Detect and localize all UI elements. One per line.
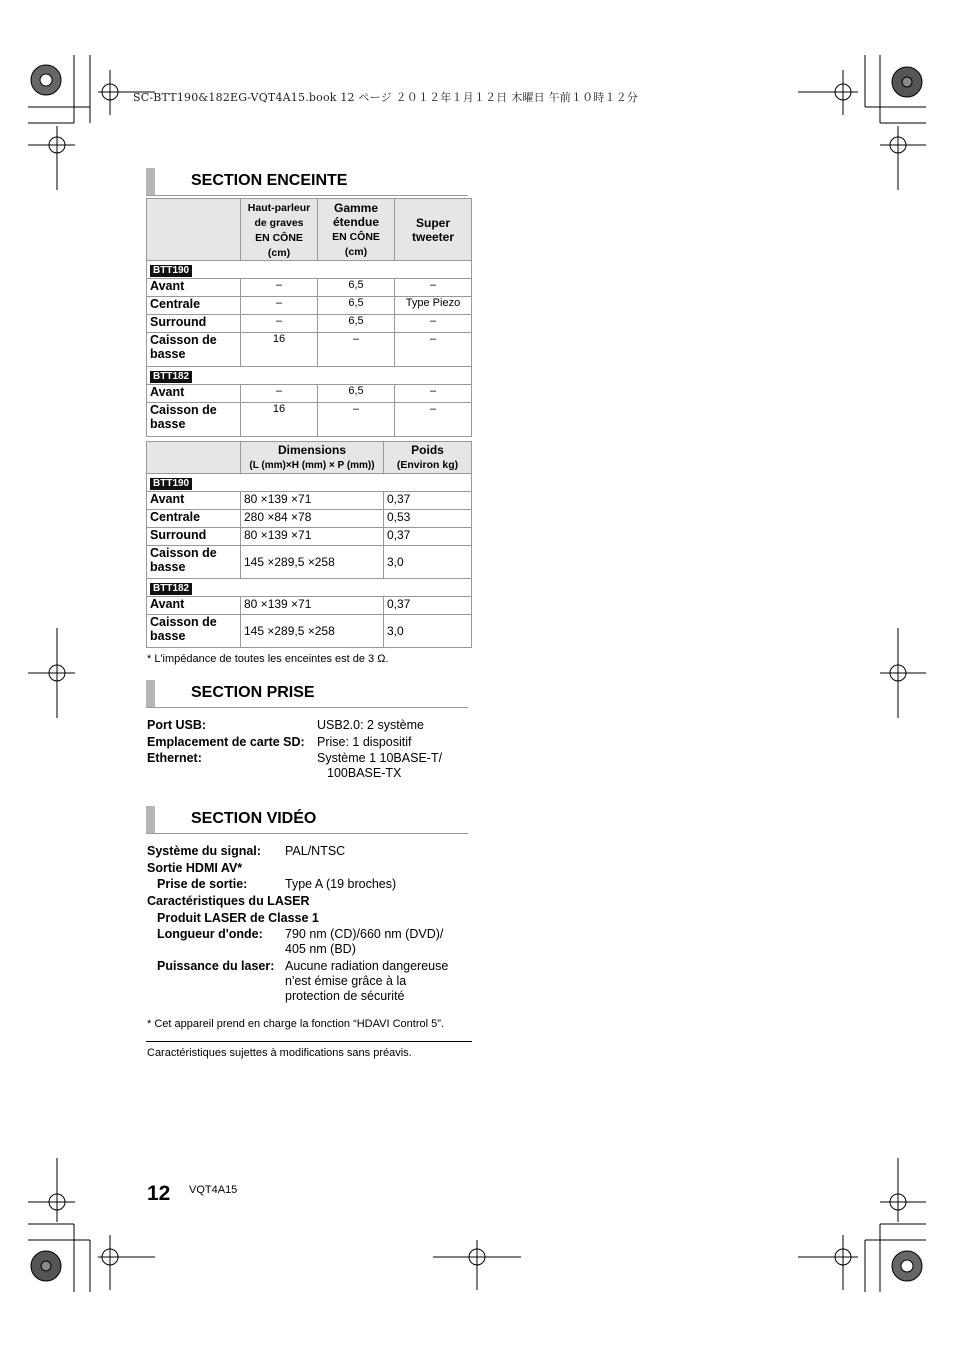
model-badge: BTT182 — [150, 371, 192, 383]
speaker-table: Haut-parleur de graves EN CÔNE (cm) Gamme étendue EN CÔNE (cm) Super tweeter BTT190 Avant – 6,5 – Centrale – 6,5 Type Piezo Surround – 6,5 – Caisson de basse 16 – – BTT182 Avant – 6,5 – Caisson de basse 16 – – — [146, 198, 472, 437]
section-video-title: SECTION VIDÉO — [146, 806, 468, 834]
video-specs: Système du signal: PAL/NTSC Sortie HDMI AV* Prise de sortie: Type A (19 broches) Caractéristiques du LASER Produit LASER de Classe 1 Longueur d'onde: 790 nm (CD)/660 nm (DVD)/ 405 nm (BD) Puissance du laser: Aucune radiation dangereuse n'est émise grâce à la protection de sécurité — [147, 844, 449, 1003]
section-prise-title: SECTION PRISE — [146, 680, 468, 708]
impedance-note: * L'impédance de toutes les enceintes est de 3 Ω. — [147, 653, 389, 665]
model-badge: BTT190 — [150, 478, 192, 490]
print-header: SC-BTT190&182EG-VQT4A15.book 12 ページ ２０１２年１月１２日 木曜日 午前１０時１２分 — [133, 91, 639, 104]
divider — [146, 1041, 472, 1042]
dimensions-table: Dimensions (L (mm)×H (mm) × P (mm)) Poids (Environ kg) BTT190 Avant 80 ×139 ×71 0,37 Centrale 280 ×84 ×78 0,53 Surround 80 ×139 ×71 0,37 Caisson de basse 145 ×289,5 ×258 3,0 BTT182 Avant 80 ×139 ×71 0,37 Caisson de basse 145 ×289,5 ×258 3,0 — [146, 441, 472, 648]
page-number: 12 — [147, 1182, 171, 1205]
model-badge: BTT190 — [150, 265, 192, 277]
modification-note: Caractéristiques sujettes à modifications sans préavis. — [147, 1047, 412, 1059]
doc-code: VQT4A15 — [189, 1184, 238, 1196]
hdavi-note: * Cet appareil prend en charge la fonction “HDAVI Control 5”. — [147, 1018, 444, 1030]
prise-specs: Port USB: USB2.0: 2 système Emplacement de carte SD: Prise: 1 dispositif Ethernet: Système 1 10BASE-T/ 100BASE-TX — [147, 718, 443, 780]
model-badge: BTT182 — [150, 583, 192, 595]
section-enceinte-title: SECTION ENCEINTE — [146, 168, 468, 196]
